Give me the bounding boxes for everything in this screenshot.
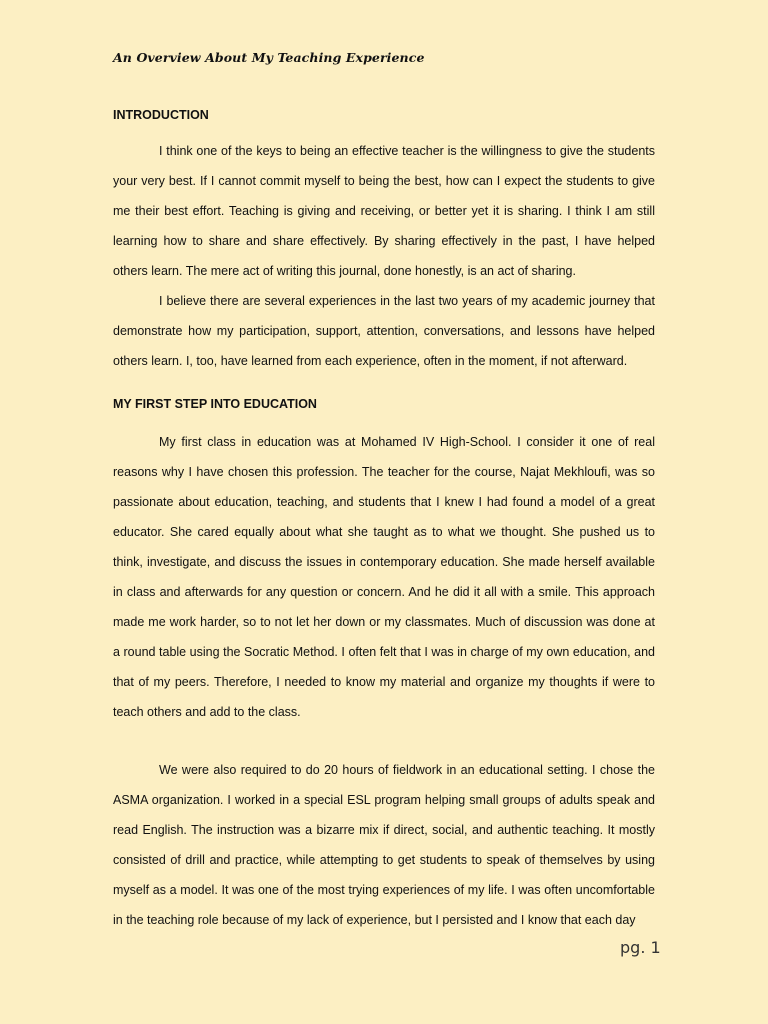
paragraph-first-step-2: We were also required to do 20 hours of fieldwork in an educational setting. I chose the ASMA organization. I worked in a special ESL program helping small groups of adults speak and read English. The instruction was a bizarre mix if direct, social, and authentic teaching. It mostly consisted of drill and practice, while attempting to get students to speak of themselves by using myself as a model. It was one of the most trying experiences of my life. I was often uncomfortable in the teaching role because of my lack of experience, but I persisted and I know that each day	[113, 763, 655, 927]
page-number: pg. 1	[620, 938, 661, 957]
section-heading-first-step: MY FIRST STEP INTO EDUCATION	[113, 397, 317, 411]
document-title: An Overview About My Teaching Experience	[113, 50, 425, 65]
paragraph-introduction-2: I believe there are several experiences in the last two years of my academic journey that demonstrate how my participation, support, attention, conversations, and lessons have helped others learn. I, too, have learned from each experience, often in the moment, if not afterward.	[113, 294, 655, 368]
paragraph-introduction-1: I think one of the keys to being an effective teacher is the willingness to give the students your very best. If I cannot commit myself to being the best, how can I expect the students to give me their best effort. Teaching is giving and receiving, or better yet it is sharing. I think I am still learning how to share and share effectively. By sharing effectively in the past, I have helped others learn. The mere act of writing this journal, done honestly, is an act of sharing.	[113, 144, 655, 278]
paragraph-first-step-1: My first class in education was at Mohamed IV High-School. I consider it one of real reasons why I have chosen this profession. The teacher for the course, Najat Mekhloufi, was so passionate about education, teaching, and students that I knew I had found a model of a great educator. She cared equally about what she taught as to what we thought. She pushed us to think, investigate, and discuss the issues in contemporary education. She made herself available in class and afterwards for any question or concern. And he did it all with a smile. This approach made me work harder, so to not let her down or my classmates. Much of discussion was done at a round table using the Socratic Method. I often felt that I was in charge of my own education, and that of my peers. Therefore, I needed to know my material and organize my thoughts if were to teach others and add to the class.	[113, 435, 655, 719]
section-heading-introduction: INTRODUCTION	[113, 108, 209, 122]
